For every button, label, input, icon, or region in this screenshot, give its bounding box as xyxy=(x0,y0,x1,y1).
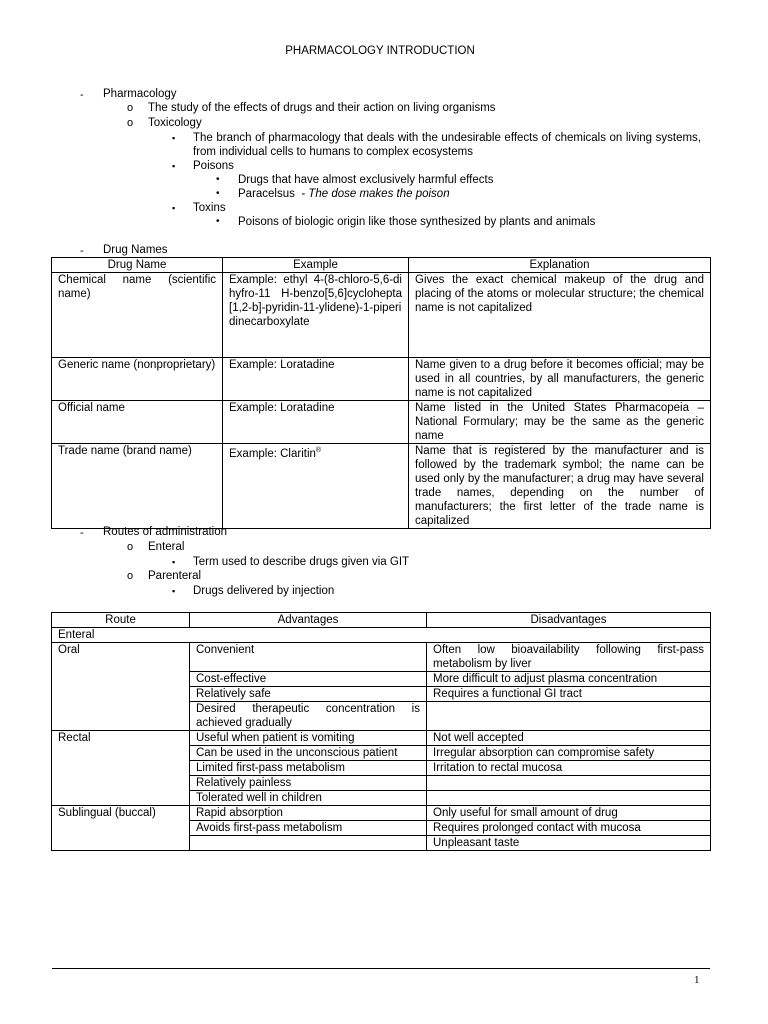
table-row xyxy=(52,401,711,444)
page-number: 1 xyxy=(694,974,700,986)
explanation-cell: Gives the exact chemical makeup of the drug and placing of the atoms or molecular structure; the chemical name is not capitalized xyxy=(409,273,711,358)
heading-routes: Routes of administration xyxy=(103,526,228,538)
disadvantage-cell: Only useful for small amount of drug xyxy=(427,806,711,821)
paracelsus-name: Paracelsus xyxy=(238,188,295,200)
drug-name-cell: Official name xyxy=(52,401,223,444)
dash-bullet: - xyxy=(80,245,84,257)
route-cell: Sublingual (buccal) xyxy=(52,806,190,851)
advantage-cell: Limited first-pass metabolism xyxy=(190,761,427,776)
advantage-cell: Avoids first-pass metabolism xyxy=(190,821,427,836)
column-header: Advantages xyxy=(190,613,427,628)
circle-bullet: o xyxy=(127,570,134,582)
table-row xyxy=(52,731,711,746)
page-title: PHARMACOLOGY INTRODUCTION xyxy=(285,45,475,57)
column-header: Drug Name xyxy=(52,258,223,273)
explanation-cell: Name listed in the United States Pharmacopeia – National Formulary; may be the same as the generic name xyxy=(409,401,711,444)
advantage-cell: Convenient xyxy=(190,643,427,672)
table-row xyxy=(52,358,711,401)
paracelsus-line xyxy=(238,187,450,201)
advantage-cell: Desired therapeutic concentration is achieved gradually xyxy=(190,702,427,731)
toxicology-definition: The branch of pharmacology that deals with the undesirable effects of chemicals on living systems, from individual cells to humans to complex ecosystems xyxy=(193,132,701,158)
table-header-row xyxy=(52,258,711,273)
advantage-cell: Cost-effective xyxy=(190,672,427,687)
disadvantage-cell: Irregular absorption can compromise safety xyxy=(427,746,711,761)
advantage-cell xyxy=(190,836,427,851)
advantage-cell: Relatively painless xyxy=(190,776,427,791)
example-cell: Example: ethyl 4-(8-chloro-5,6-dihyfro-11 H-benzo[5,6]cyclohepta[1,2-b]-pyridin-11-ylidene)-1-piperidinecarboxylate xyxy=(223,273,409,358)
drug-name-cell: Chemical name (scientific name) xyxy=(52,273,223,358)
circle-bullet: o xyxy=(127,102,134,114)
drug-name-cell: Generic name (nonproprietary) xyxy=(52,358,223,401)
disadvantage-cell: Requires prolonged contact with mucosa xyxy=(427,821,711,836)
disadvantage-cell: Requires a functional GI tract xyxy=(427,687,711,702)
enteral-definition: Term used to describe drugs given via GIT xyxy=(193,556,410,568)
section-row xyxy=(52,628,711,643)
route-cell: Oral xyxy=(52,643,190,731)
square-bullet: ▪ xyxy=(172,133,176,143)
footer-rule xyxy=(52,968,710,969)
example-cell xyxy=(223,444,409,529)
pharmacology-definition: The study of the effects of drugs and their action on living organisms xyxy=(148,102,496,114)
table-row xyxy=(52,444,711,529)
column-header: Explanation xyxy=(409,258,711,273)
example-cell: Example: Loratadine xyxy=(223,358,409,401)
heading-toxins: Toxins xyxy=(193,202,226,214)
disadvantage-cell: Not well accepted xyxy=(427,731,711,746)
dot-bullet: • xyxy=(216,216,220,227)
square-bullet: ▪ xyxy=(172,586,176,596)
advantage-cell: Relatively safe xyxy=(190,687,427,702)
heading-enteral: Enteral xyxy=(148,541,185,553)
dash-bullet: - xyxy=(80,89,84,101)
square-bullet: ▪ xyxy=(172,203,176,213)
disadvantage-cell xyxy=(427,776,711,791)
example-cell: Example: Loratadine xyxy=(223,401,409,444)
square-bullet: ▪ xyxy=(172,557,176,567)
table-row xyxy=(52,273,711,358)
heading-poisons: Poisons xyxy=(193,160,234,172)
column-header: Route xyxy=(52,613,190,628)
explanation-cell: Name given to a drug before it becomes official; may be used in all countries, by all manufacturers, the generic name is not capitalized xyxy=(409,358,711,401)
drug-names-table xyxy=(51,257,711,529)
routes-table xyxy=(51,612,711,851)
explanation-cell: Name that is registered by the manufacturer and is followed by the trademark symbol; the name can be used only by the manufacturer; a drug may have several trade names, depending on the number of manufacturers; the first letter of the trade name is capitalized xyxy=(409,444,711,529)
drug-name-cell: Trade name (brand name) xyxy=(52,444,223,529)
example-text: Example: Claritin xyxy=(229,447,316,460)
disadvantage-cell xyxy=(427,791,711,806)
table-header-row xyxy=(52,613,711,628)
poisons-definition: Drugs that have almost exclusively harmful effects xyxy=(238,174,494,186)
disadvantage-cell: Often low bioavailability following first-pass metabolism by liver xyxy=(427,643,711,672)
disadvantage-cell: Unpleasant taste xyxy=(427,836,711,851)
registered-mark: ® xyxy=(315,447,322,454)
column-header: Example xyxy=(223,258,409,273)
advantage-cell: Rapid absorption xyxy=(190,806,427,821)
disadvantage-cell: Irritation to rectal mucosa xyxy=(427,761,711,776)
paracelsus-quote: - The dose makes the poison xyxy=(301,188,450,200)
route-cell: Rectal xyxy=(52,731,190,806)
advantage-cell: Useful when patient is vomiting xyxy=(190,731,427,746)
heading-toxicology: Toxicology xyxy=(148,117,202,129)
column-header: Disadvantages xyxy=(427,613,711,628)
section-label: Enteral xyxy=(52,628,711,643)
toxins-definition: Poisons of biologic origin like those synthesized by plants and animals xyxy=(238,216,596,228)
table-row xyxy=(52,643,711,672)
heading-pharmacology: Pharmacology xyxy=(103,88,177,100)
disadvantage-cell: More difficult to adjust plasma concentration xyxy=(427,672,711,687)
disadvantage-cell xyxy=(427,702,711,731)
table-row xyxy=(52,806,711,821)
circle-bullet: o xyxy=(127,541,134,553)
dot-bullet: • xyxy=(216,188,220,199)
dash-bullet: - xyxy=(80,527,84,539)
heading-drug-names: Drug Names xyxy=(103,244,168,256)
parenteral-definition: Drugs delivered by injection xyxy=(193,585,335,597)
advantage-cell: Can be used in the unconscious patient xyxy=(190,746,427,761)
advantage-cell: Tolerated well in children xyxy=(190,791,427,806)
square-bullet: ▪ xyxy=(172,161,176,171)
circle-bullet: o xyxy=(127,117,134,129)
dot-bullet: • xyxy=(216,174,220,185)
heading-parenteral: Parenteral xyxy=(148,570,202,582)
